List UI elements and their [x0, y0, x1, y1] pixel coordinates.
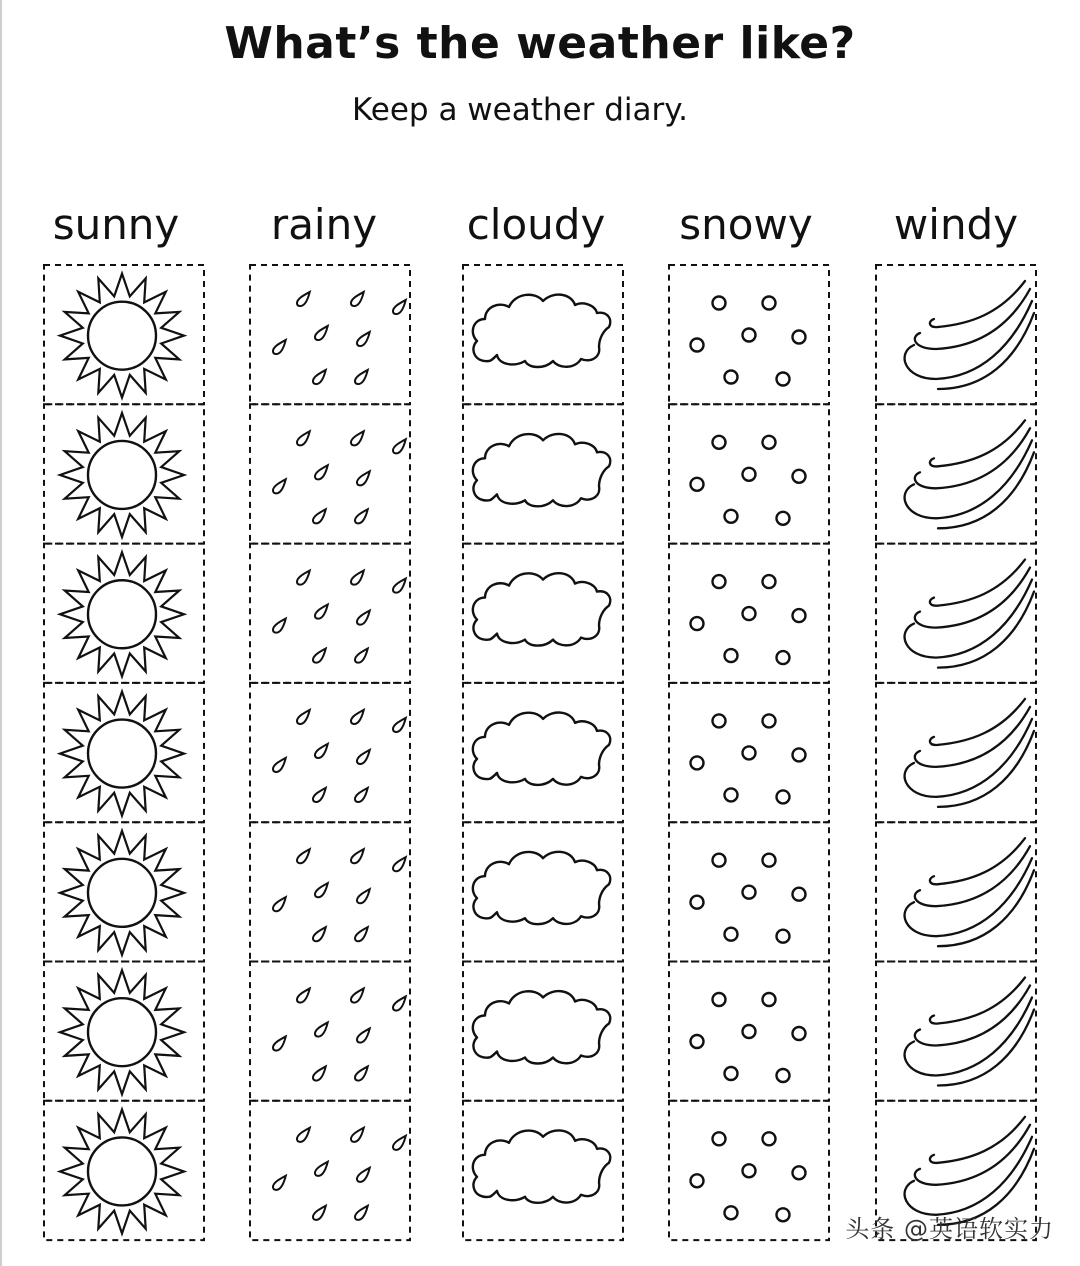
sun-icon [60, 831, 184, 955]
raindrops-icon [272, 289, 407, 386]
diary-cell-windy[interactable] [876, 265, 1036, 404]
sun-icon [60, 692, 184, 816]
diary-cell-rainy[interactable] [250, 683, 410, 822]
diary-cell-rainy[interactable] [250, 1101, 410, 1240]
diary-cell-snowy[interactable] [669, 404, 829, 543]
wind-icon [905, 978, 1034, 1086]
diary-cell-rainy[interactable] [250, 544, 410, 683]
diary-cell-cloudy[interactable] [463, 1101, 623, 1240]
diary-cell-rainy[interactable] [250, 962, 410, 1101]
diary-cell-snowy[interactable] [669, 1101, 829, 1240]
raindrops-icon [272, 985, 407, 1082]
cloud-icon [473, 295, 610, 367]
wind-icon [905, 560, 1034, 668]
diary-cell-windy[interactable] [876, 822, 1036, 961]
raindrops-icon [272, 428, 407, 525]
snowflakes-icon [691, 575, 806, 664]
cloud-icon [473, 852, 610, 924]
diary-cell-rainy[interactable] [250, 265, 410, 404]
diary-cell-sunny[interactable] [44, 1101, 204, 1240]
wind-icon [905, 699, 1034, 807]
watermark: 头条 @英语软实力 [845, 1215, 1054, 1243]
page-title: What’s the weather like? [224, 18, 856, 69]
column-header-sunny: sunny [52, 200, 180, 249]
snowflakes-icon [691, 854, 806, 943]
diary-cell-rainy[interactable] [250, 404, 410, 543]
sun-icon [60, 552, 184, 676]
diary-cell-windy[interactable] [876, 962, 1036, 1101]
diary-cell-sunny[interactable] [44, 265, 204, 404]
diary-cell-cloudy[interactable] [463, 265, 623, 404]
column-header-rainy: rainy [270, 200, 378, 249]
raindrops-icon [272, 846, 407, 943]
column-header-cloudy: cloudy [466, 200, 606, 249]
diary-cell-snowy[interactable] [669, 683, 829, 822]
snowflakes-icon [691, 714, 806, 803]
wind-icon [905, 838, 1034, 946]
snowflakes-icon [691, 297, 806, 386]
diary-cell-windy[interactable] [876, 544, 1036, 683]
raindrops-icon [272, 567, 407, 664]
diary-cell-cloudy[interactable] [463, 822, 623, 961]
cloud-icon [473, 434, 610, 506]
diary-cell-cloudy[interactable] [463, 962, 623, 1101]
diary-cell-rainy[interactable] [250, 822, 410, 961]
diary-cell-snowy[interactable] [669, 822, 829, 961]
diary-cell-sunny[interactable] [44, 822, 204, 961]
sun-icon [60, 970, 184, 1094]
snowflakes-icon [691, 993, 806, 1082]
raindrops-icon [272, 1125, 407, 1222]
diary-cell-sunny[interactable] [44, 683, 204, 822]
column-header-windy: windy [893, 200, 1019, 249]
column-header-snowy: snowy [679, 200, 813, 249]
cloud-icon [473, 1130, 610, 1202]
diary-cell-cloudy[interactable] [463, 683, 623, 822]
snowflakes-icon [691, 1132, 806, 1221]
raindrops-icon [272, 707, 407, 804]
sun-icon [60, 274, 184, 398]
page-subtitle: Keep a weather diary. [351, 92, 689, 128]
diary-cell-windy[interactable] [876, 683, 1036, 822]
diary-cell-snowy[interactable] [669, 544, 829, 683]
diary-cell-sunny[interactable] [44, 962, 204, 1101]
cloud-icon [473, 573, 610, 645]
diary-cell-cloudy[interactable] [463, 544, 623, 683]
wind-icon [905, 420, 1034, 528]
diary-cell-windy[interactable] [876, 404, 1036, 543]
cloud-icon [473, 991, 610, 1063]
diary-cell-sunny[interactable] [44, 404, 204, 543]
diary-cell-snowy[interactable] [669, 265, 829, 404]
diary-cell-snowy[interactable] [669, 962, 829, 1101]
snowflakes-icon [691, 436, 806, 525]
sun-icon [60, 413, 184, 537]
diary-cell-cloudy[interactable] [463, 404, 623, 543]
wind-icon [905, 281, 1034, 389]
sun-icon [60, 1110, 184, 1234]
diary-cell-sunny[interactable] [44, 544, 204, 683]
cloud-icon [473, 712, 610, 784]
